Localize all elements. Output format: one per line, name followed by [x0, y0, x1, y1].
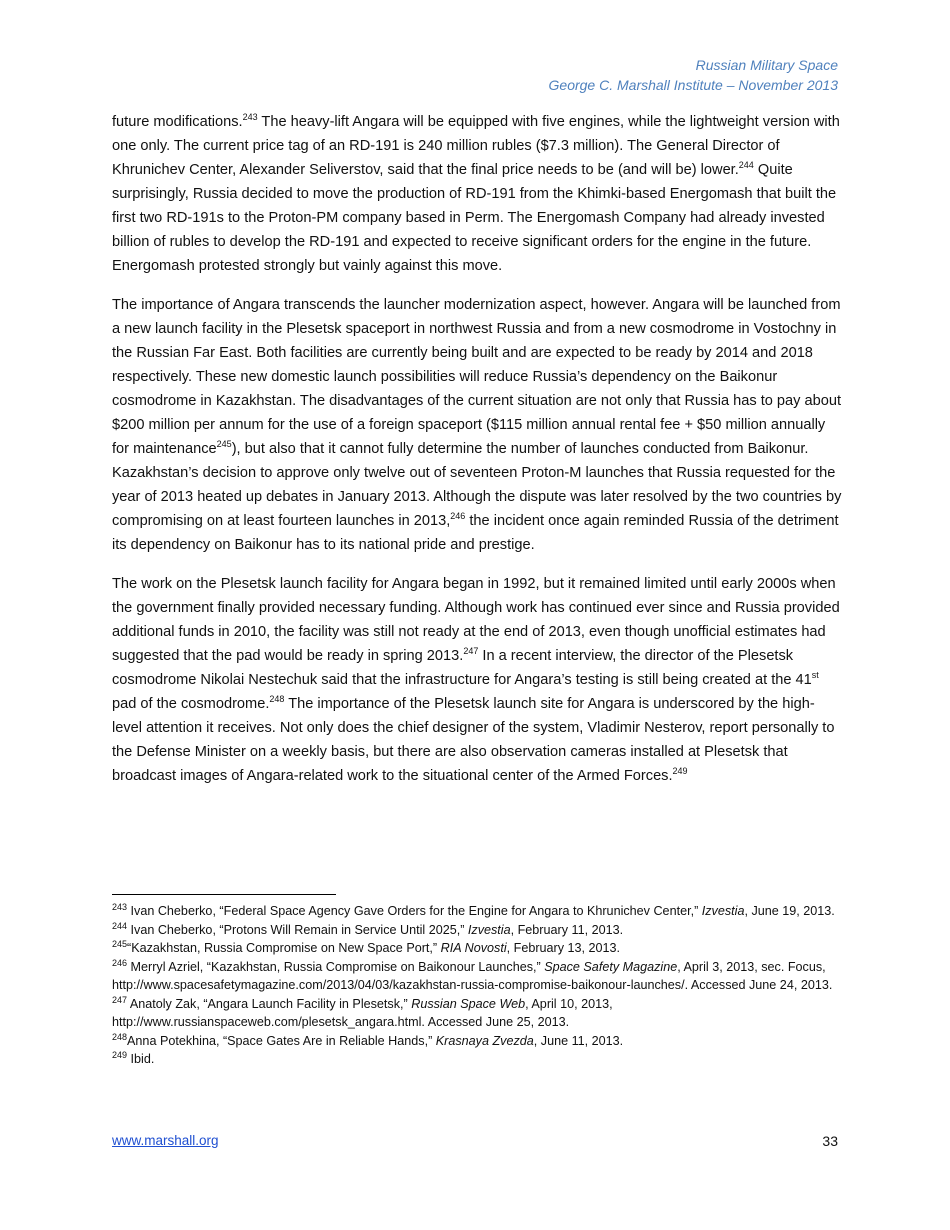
footnote-ref[interactable]: 246 — [450, 511, 466, 522]
footnote-ref[interactable]: 244 — [738, 160, 754, 171]
footer-website-link[interactable]: www.marshall.org — [112, 1133, 219, 1148]
text-run: The importance of the Plesetsk launch site for Angara is underscored by the high-level attention it receives. Not only does the chief designer of the system, Vladimir Nesterov, report personally to the Defense Minister on a weekly basis, but there are also observation cameras installed at Plesetsk that broadcast images of Angara-related work to the situational center of the Armed Forces. — [112, 696, 835, 784]
header-title: Russian Military Space — [695, 57, 838, 73]
footnote-ref[interactable]: 245 — [216, 439, 232, 450]
footnote-ref[interactable]: 247 — [463, 646, 479, 657]
footnotes — [112, 902, 842, 1069]
footnote-number: 248 — [112, 1031, 128, 1042]
footnote-number: 245 — [112, 938, 128, 949]
text-run: the incident once again reminded Russia of the detriment its dependency on Baikonur has to its national pride and prestige. — [112, 513, 839, 553]
running-header — [549, 55, 838, 95]
footnote-text: Anatoly Zak, “Angara Launch Facility in Plesetsk,” — [127, 996, 412, 1011]
body-text — [112, 110, 842, 803]
footnote-text: Ibid. — [127, 1052, 155, 1066]
footnote-number: 249 — [112, 1049, 128, 1060]
footnote-text: , February 11, 2013. — [510, 922, 624, 937]
header-subtitle: George C. Marshall Institute – November 2013 — [548, 77, 838, 93]
footnote-ref[interactable]: 243 — [242, 112, 258, 123]
footnote-text: Anna Potekhina, “Space Gates Are in Reliable Hands,” — [127, 1033, 436, 1048]
text-run: The work on the Plesetsk launch facility for Angara began in 1992, but it remained limited until early 2000s when the government finally provided necessary funding. Although work has continued ever since and Russia provided additional funds in 2010, the facility was still not ready at the end of 2013, even though unofficial estimates had suggested that the pad would be ready in spring 2013. — [112, 576, 840, 664]
footnote — [112, 1032, 842, 1051]
footnote-source: Izvestia — [467, 922, 511, 937]
text-run: ), but also that it cannot fully determine the number of launches conducted from Baikonur. Kazakhstan’s decision to approve only twelve out of seventeen Proton-M launches that Russia requested for the year of 2013 heated up debates in January 2013. Although the dispute was later resolved by the two countries by compromising on at least fourteen launches in 2013, — [112, 441, 842, 529]
footnote-text: , April 10, 2013, http://www.russianspaceweb.com/plesetsk_angara.html. Accessed June 25, 2013. — [112, 996, 613, 1029]
footnote — [112, 1050, 842, 1069]
footnote — [112, 939, 842, 958]
footnote-number: 243 — [112, 901, 128, 912]
footnote-text: Ivan Cheberko, “Federal Space Agency Gave Orders for the Engine for Angara to Khrunichev Center,” — [127, 904, 702, 918]
paragraph — [112, 293, 842, 557]
paragraph — [112, 110, 842, 278]
paragraph — [112, 572, 842, 788]
footnote-text: , June 19, 2013. — [744, 904, 835, 918]
text-run: The importance of Angara transcends the launcher modernization aspect, however. Angara will be launched from a new launch facility in the Plesetsk spaceport in northwest Russia and from a new cosmodrome in Vostochny in the Russian Far East. Both facilities are currently being built and are expected to be ready by 2014 and 2018 respectively. These new domestic launch possibilities will reduce Russia’s dependency on the Baikonur cosmodrome in Kazakhstan. The disadvantages of the current situation are not only that Russia has to pay about $200 million per annum for the use of a foreign spaceport ($115 million annual rental fee + $50 million annually for maintenance — [112, 297, 842, 457]
footnote-number: 244 — [112, 920, 128, 931]
text-run: Quite surprisingly, Russia decided to move the production of RD-191 from the Khimki-based Energomash that built the first two RD-191s to the Proton-PM company based in Perm. The Energomash Company had already invested billion of rubles to develop the RD-191 and expected to receive significant orders for the engine in the future. Energomash protested strongly but vainly against this move. — [112, 162, 837, 274]
text-run: future modifications. — [112, 114, 243, 130]
footnote-ref[interactable]: 248 — [269, 694, 285, 705]
footnote — [112, 995, 842, 1032]
footnote-text: , April 3, 2013, sec. Focus, http://www.spacesafetymagazine.com/2013/04/03/kazakhstan-russia-compromise-baikonour-launches/. Accessed June 24, 2013. — [112, 959, 833, 992]
footnote-text: , February 13, 2013. — [506, 941, 621, 955]
footnote-source: Space Safety Magazine — [544, 959, 678, 974]
footnote-text: Ivan Cheberko, “Protons Will Remain in Service Until 2025,” — [127, 922, 468, 937]
text-run: pad of the cosmodrome. — [112, 696, 270, 712]
page-number: 33 — [822, 1133, 838, 1149]
text-run: In a recent interview, the director of the Plesetsk cosmodrome Nikolai Nestechuk said that the infrastructure for Angara’s testing is still being created at the 41 — [112, 648, 812, 688]
footnote-text: Merryl Azriel, “Kazakhstan, Russia Compromise on Baikonour Launches,” — [127, 959, 545, 974]
footnote-text: “Kazakhstan, Russia Compromise on New Space Port,” — [127, 941, 441, 955]
footnote — [112, 921, 842, 940]
footnote-source: RIA Novosti — [440, 941, 507, 955]
footnote — [112, 902, 842, 921]
footnote-source: Krasnaya Zvezda — [435, 1033, 534, 1048]
footnote — [112, 958, 842, 995]
text-run: The heavy-lift Angara will be equipped with five engines, while the lightweight version with one only. The current price tag of an RD-191 is 240 million rubles ($7.3 million). The General Director of Khrunichev Center, Alexander Seliverstov, said that the final price needs to be (and will be) lower. — [112, 114, 840, 178]
footnote-source: Russian Space Web — [411, 996, 526, 1011]
footnote-source: Izvestia — [701, 904, 745, 918]
footnote-ref[interactable]: 249 — [672, 766, 688, 777]
footnote-number: 247 — [112, 994, 128, 1005]
footnote-text: , June 11, 2013. — [533, 1033, 624, 1048]
footnote-number: 246 — [112, 957, 128, 968]
ordinal-suffix: st — [811, 670, 819, 681]
footnote-divider — [112, 894, 336, 895]
